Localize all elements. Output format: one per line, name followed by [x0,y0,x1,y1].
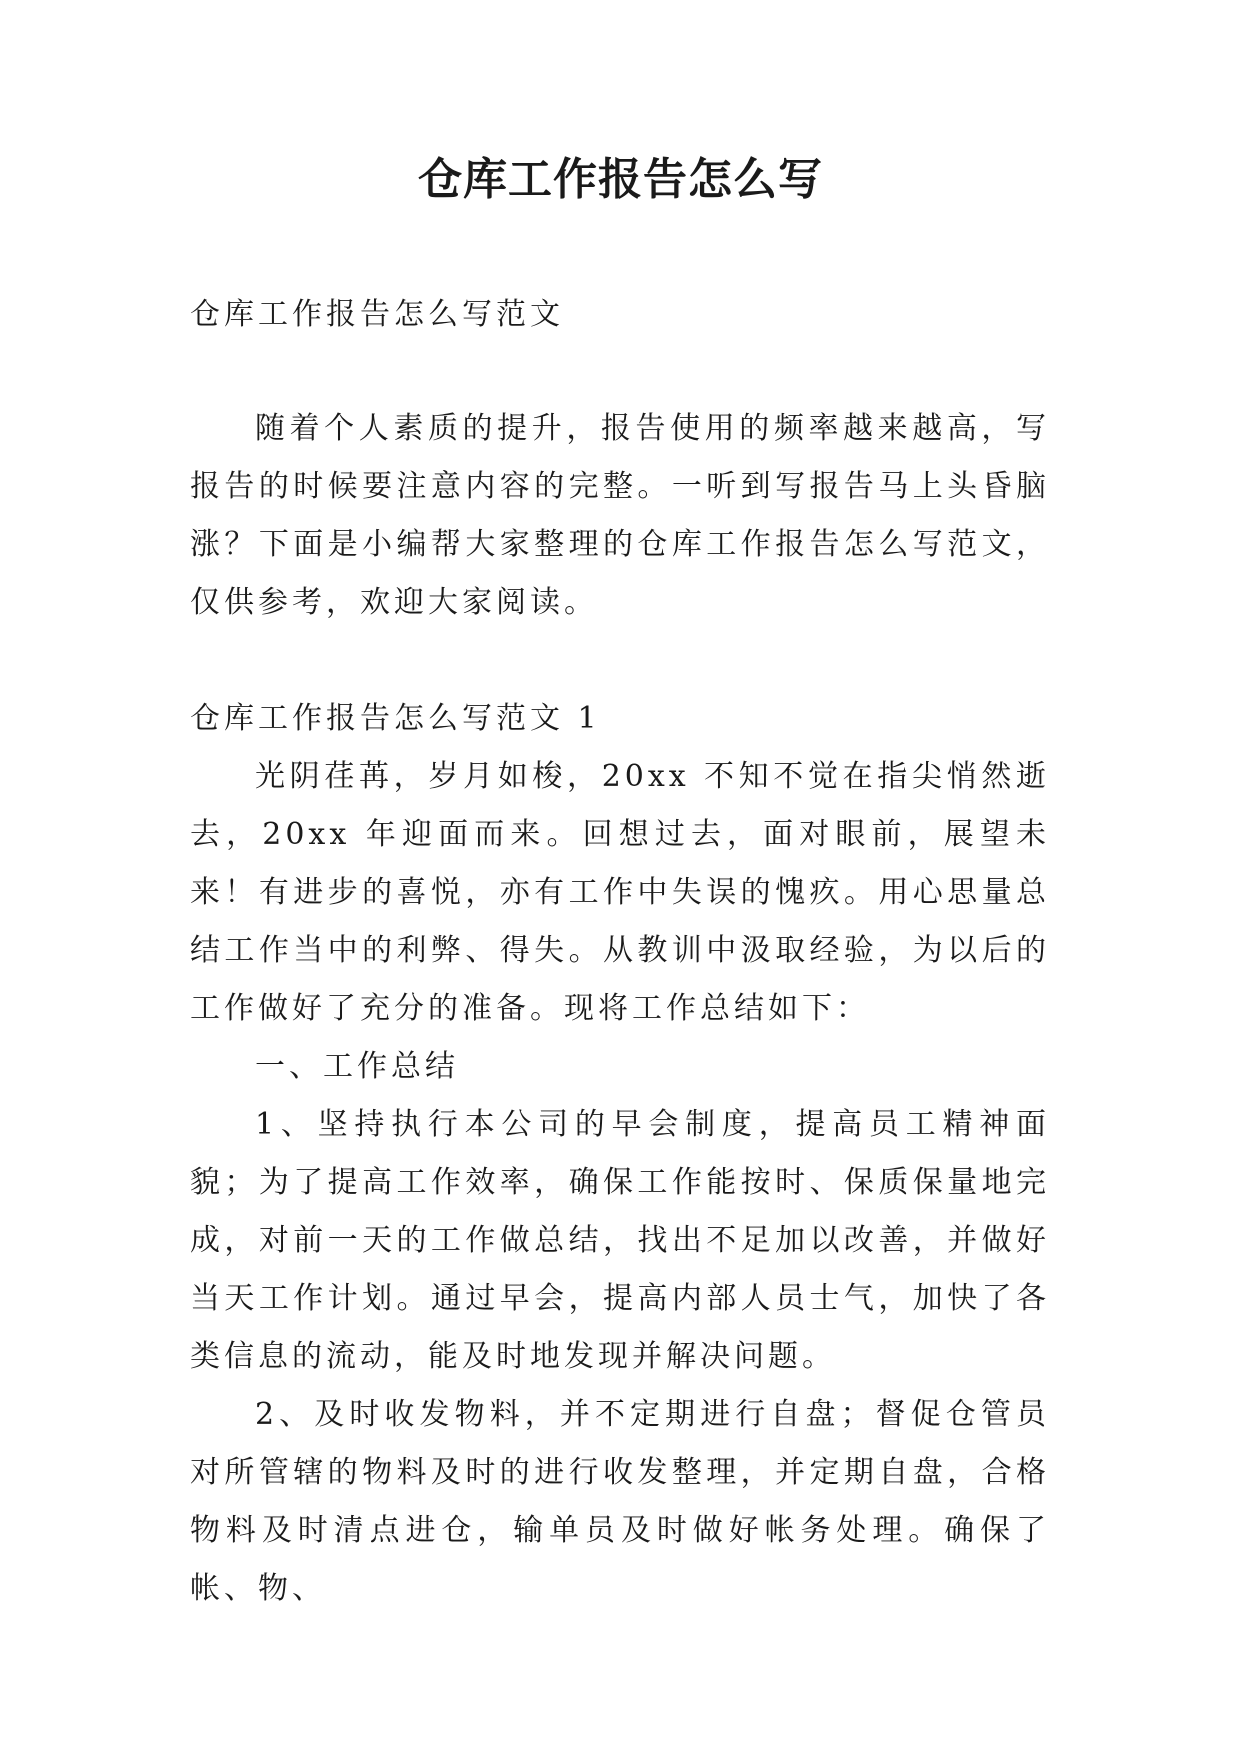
example-1-item-2: 2、及时收发物料，并不定期进行自盘；督促仓管员对所管辖的物料及时的进行收发整理，并定期自盘，合格物料及时清点进仓，输单员及时做好帐务处理。确保了帐、物、 [190,1397,1050,1606]
document-subtitle: 仓库工作报告怎么写范文 [190,297,564,332]
example-1-item-1: 1、坚持执行本公司的早会制度，提高员工精神面貌；为了提高工作效率，确保工作能按时、保质保量地完成，对前一天的工作做总结，找出不足加以改善，并做好当天工作计划。通过早会，提高内部人员士气，加快了各类信息的流动，能及时地发现并解决问题。 [190,1107,1050,1374]
intro-paragraph: 随着个人素质的提升，报告使用的频率越来越高，写报告的时候要注意内容的完整。一听到写报告马上头昏脑涨？下面是小编帮大家整理的仓库工作报告怎么写范文，仅供参考，欢迎大家阅读。 [190,411,1050,620]
example-1-section [190,690,1050,1618]
document-title: 仓库工作报告怎么写 [418,154,823,205]
example-1-paragraph-opening: 光阴荏苒，岁月如梭，20xx 不知不觉在指尖悄然逝去，20xx 年迎面而来。回想过去，面对眼前，展望未来！有进步的喜悦，亦有工作中失误的愧疚。用心思量总结工作当中的利弊、得失。从教训中汲取经验，为以后的工作做好了充分的准备。现将工作总结如下： [190,759,1050,1026]
example-1-heading: 仓库工作报告怎么写范文 1 [190,701,601,736]
example-1-section-heading: 一、工作总结 [255,1049,459,1084]
